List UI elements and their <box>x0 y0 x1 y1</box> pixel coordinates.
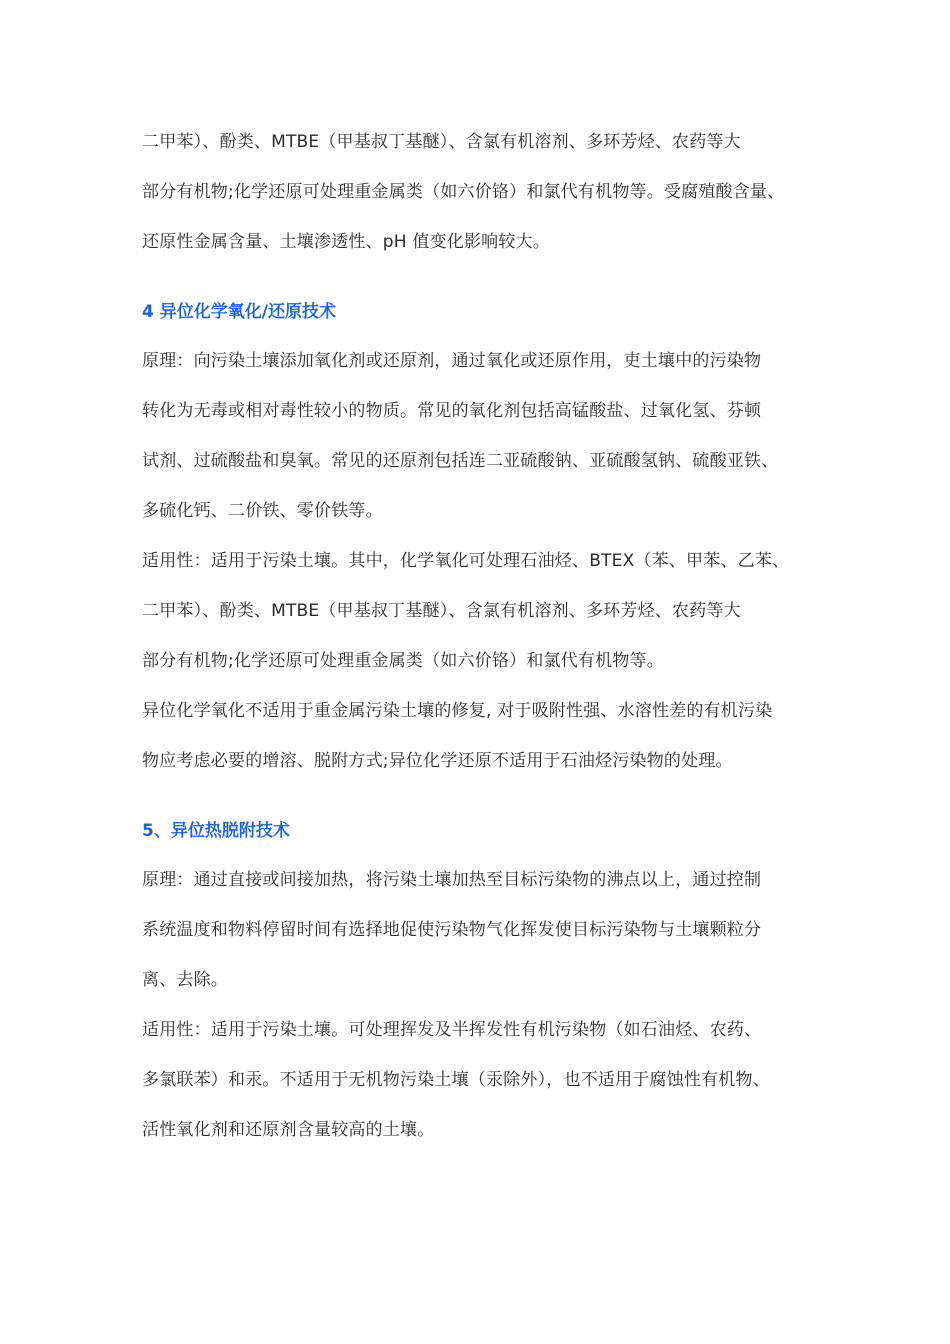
principle-line: 原理：向污染土壤添加氧化剂或还原剂，通过氧化或还原作用，吏土壤中的污染物 <box>142 351 762 371</box>
paragraph-line: 二甲苯）、酚类、MTBE（甲基叔丁基醚）、含氯有机溶剂、多环芳烃、农药等大 <box>142 132 741 152</box>
limitation-line: 物应考虑必要的增溶、脱附方式;异位化学还原不适用于石油烃污染物的处理。 <box>142 751 733 771</box>
applicability-line: 适用性：适用于污染土壤。其中，化学氧化可处理石油烃、BTEX（苯、甲苯、乙苯、 <box>142 551 790 571</box>
applicability-line: 部分有机物;化学还原可处理重金属类（如六价铬）和氯代有机物等。 <box>142 651 664 671</box>
paragraph-line: 部分有机物;化学还原可处理重金属类（如六价铬）和氯代有机物等。受腐殖酸含量、 <box>142 182 785 202</box>
principle-line: 系统温度和物料停留时间有选择地促使污染物气化挥发使目标污染物与土壤颗粒分 <box>142 920 762 940</box>
applicability-line: 活性氧化剂和还原剂含量较高的土壤。 <box>142 1120 435 1140</box>
applicability-line: 多氯联苯）和汞。不适用于无机物污染土壤（汞除外），也不适用于腐蚀性有机物、 <box>142 1070 770 1090</box>
principle-line: 多硫化钙、二价铁、零价铁等。 <box>142 501 383 521</box>
principle-line: 转化为无毒或相对毒性较小的物质。常见的氧化剂包括高锰酸盐、过氧化氢、芬顿 <box>142 401 762 421</box>
section-heading-5: 5、异位热脱附技术 <box>142 821 290 841</box>
principle-line: 原理：通过直接或间接加热，将污染土壤加热至目标污染物的沸点以上，通过控制 <box>142 870 762 890</box>
applicability-line: 二甲苯）、酚类、MTBE（甲基叔丁基醚）、含氯有机溶剂、多环芳烃、农药等大 <box>142 601 741 621</box>
limitation-line: 异位化学氧化不适用于重金属污染土壤的修复, 对于吸附性强、水溶性差的有机污染 <box>142 701 773 721</box>
paragraph-line: 还原性金属含量、土壤渗透性、pH 值变化影响较大。 <box>142 232 550 252</box>
section-heading-4: 4 异位化学氧化/还原技术 <box>142 302 336 322</box>
principle-line: 离、去除。 <box>142 970 228 990</box>
principle-line: 试剂、过硫酸盐和臭氧。常见的还原剂包括连二亚硫酸钠、亚硫酸氢钠、硫酸亚铁、 <box>142 451 779 471</box>
applicability-line: 适用性：适用于污染土壤。可处理挥发及半挥发性有机污染物（如石油烃、农药、 <box>142 1020 762 1040</box>
